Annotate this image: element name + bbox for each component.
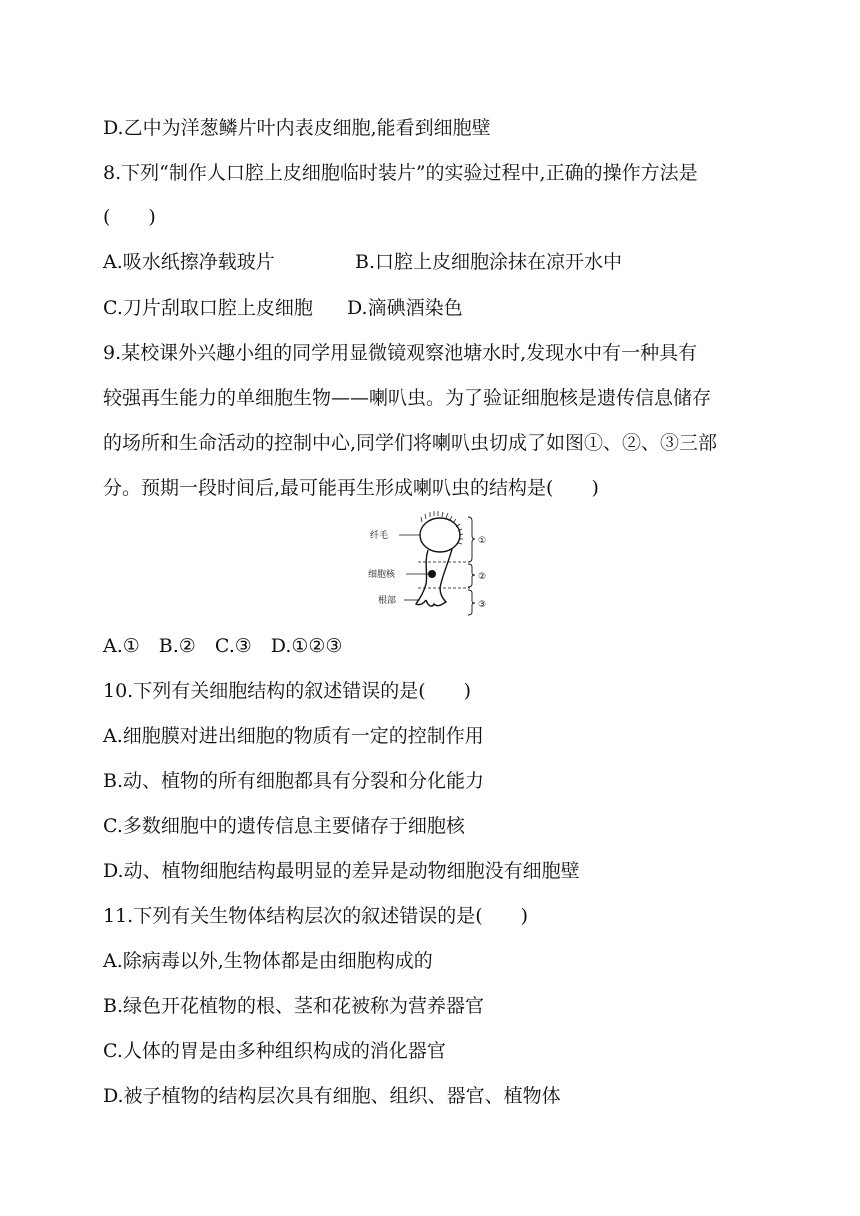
q7-option-d: D.乙中为洋葱鳞片叶内表皮细胞,能看到细胞壁 xyxy=(103,117,491,139)
q10-option-c: C.多数细胞中的遗传信息主要储存于细胞核 xyxy=(103,815,465,837)
body-outline-right xyxy=(426,549,452,606)
trumpet-worm-diagram xyxy=(368,508,498,620)
brace-3 xyxy=(468,590,475,615)
q11-option-d: D.被子植物的结构层次具有细胞、组织、器官、植物体 xyxy=(103,1085,561,1107)
label-nucleus: 细胞核 xyxy=(368,570,396,580)
label-cilia: 纤毛 xyxy=(370,531,389,541)
q8-option-d: D.滴碘酒染色 xyxy=(347,297,463,319)
q9-stem-line2: 较强再生能力的单细胞生物——喇叭虫。为了验证细胞核是遗传信息储存 xyxy=(103,387,712,409)
q10-option-b: B.动、植物的所有细胞都具有分裂和分化能力 xyxy=(103,770,485,792)
q9-stem-line1: 9.某校课外兴趣小组的同学用显微镜观察池塘水时,发现水中有一种具有 xyxy=(103,342,698,364)
q10-option-d: D.动、植物细胞结构最明显的差异是动物细胞没有细胞壁 xyxy=(103,860,580,882)
q8-stem-line2: ( ) xyxy=(103,206,156,228)
trumpet-worm-figure xyxy=(368,508,498,620)
q8-option-b: B.口腔上皮细胞涂抹在凉开水中 xyxy=(355,251,623,273)
q8-option-c: C.刀片刮取口腔上皮细胞 xyxy=(103,297,313,319)
label-root: 根部 xyxy=(378,596,397,606)
q11-option-b: B.绿色开花植物的根、茎和花被称为营养器官 xyxy=(103,995,485,1017)
q10-option-a: A.细胞膜对进出细胞的物质有一定的控制作用 xyxy=(103,725,484,747)
q11-option-a: A.除病毒以外,生物体都是由细胞构成的 xyxy=(103,950,433,972)
q9-stem-line3: 的场所和生命活动的控制中心,同学们将喇叭虫切成了如图①、②、③三部 xyxy=(103,432,718,454)
oral-disc xyxy=(420,518,460,552)
part-1-label: ① xyxy=(478,536,487,546)
body-outline-left xyxy=(416,550,428,605)
q11-stem: 11.下列有关生物体结构层次的叙述错误的是( ) xyxy=(103,905,529,927)
cilia-fringe xyxy=(421,511,463,544)
brace-2 xyxy=(468,564,475,587)
q8-stem-line1: 8.下列“制作人口腔上皮细胞临时装片”的实验过程中,正确的操作方法是 xyxy=(103,162,698,184)
brace-1 xyxy=(468,517,475,562)
q10-stem: 10.下列有关细胞结构的叙述错误的是( ) xyxy=(103,680,472,702)
q11-option-c: C.人体的胃是由多种组织构成的消化器官 xyxy=(103,1040,446,1062)
nucleus-dot xyxy=(428,570,436,578)
q9-options: A.① B.② C.③ D.①②③ xyxy=(103,635,343,657)
q9-stem-line4: 分。预期一段时间后,最可能再生形成喇叭虫的结构是( ) xyxy=(103,477,599,499)
part-3-label: ③ xyxy=(478,600,487,610)
part-2-label: ② xyxy=(478,572,487,582)
q8-option-a: A.吸水纸擦净载玻片 xyxy=(103,251,275,273)
